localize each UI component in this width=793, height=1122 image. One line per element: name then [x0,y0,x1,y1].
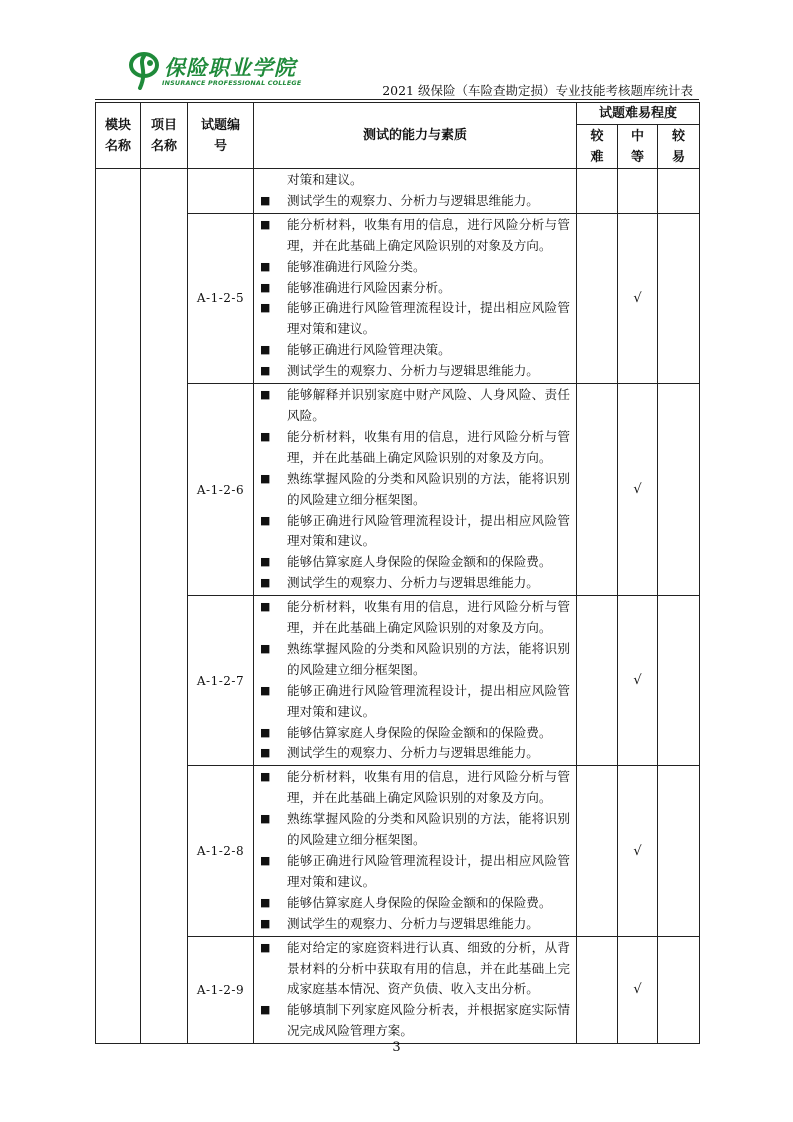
ability-item [260,469,570,511]
square-bullet-icon: ■ [260,301,271,315]
difficulty-mid-cell: √ [618,766,658,936]
ability-item [260,385,570,427]
difficulty-mid-cell [618,169,658,214]
ability-item-text: 能对给定的家庭资料进行认真、细致的分析，从背景材料的分析中获取有用的信息，并在此基础上完成家庭基本情况、资产负债、收入支出分析。 [287,939,570,997]
ability-item [260,1000,570,1042]
document-header-title: 2021 级保险（车险查勘定损）专业技能考核题库统计表 [382,83,693,98]
ability-list [254,169,576,213]
ability-item [260,851,570,893]
question-code-cell: A-1-2-7 [188,596,254,766]
header-rule [95,99,699,100]
ability-item [260,552,570,573]
square-bullet-icon: ■ [260,471,271,485]
logo-chinese-name: 保险职业学院 [164,55,296,80]
ability-item [260,298,570,340]
square-bullet-icon: ■ [260,513,271,527]
ability-item [260,170,570,191]
square-bullet-icon: ■ [260,259,271,273]
square-bullet-icon: ■ [260,280,271,294]
ability-item [260,639,570,681]
ability-item [260,723,570,744]
difficulty-hard-cell [577,384,618,596]
ability-item [260,257,570,278]
ability-item-text: 测试学生的观察力、分析力与逻辑思维能力。 [287,363,539,379]
ability-item [260,914,570,935]
page-number: 3 [392,1040,401,1055]
difficulty-easy-cell [658,596,700,766]
ability-list [254,766,576,935]
ability-list [254,384,576,595]
ability-item-text: 能够填制下列家庭风险分析表，并根据家庭实际情况完成风险管理方案。 [287,1002,570,1039]
square-bullet-icon: ■ [260,343,271,357]
square-bullet-icon: ■ [260,725,271,739]
ability-item [260,743,570,764]
ability-item [260,767,570,809]
square-bullet-icon: ■ [260,683,271,697]
ability-cell [254,384,577,596]
column-header-easy: 较 易 [658,125,700,169]
difficulty-hard-cell [577,766,618,936]
difficulty-easy-cell [658,213,700,383]
difficulty-easy-cell [658,169,700,214]
question-code-cell [188,169,254,214]
ability-item-text: 测试学生的观察力、分析力与逻辑思维能力。 [287,575,539,591]
square-bullet-icon: ■ [260,895,271,909]
ability-item-text: 能分析材料，收集有用的信息，进行风险分析与管理，并在此基础上确定风险识别的对象及方向。 [287,216,570,253]
ability-item [260,427,570,469]
column-header-ability: 测试的能力与素质 [254,103,577,169]
ability-item-text: 测试学生的观察力、分析力与逻辑思维能力。 [287,192,539,208]
column-header-code: 试题编 号 [188,103,254,169]
square-bullet-icon: ■ [260,641,271,655]
square-bullet-icon: ■ [260,746,271,760]
ability-item-text: 能够正确进行风险管理流程设计，提出相应风险管理对策和建议。 [287,300,570,337]
ability-item-text: 能分析材料，收集有用的信息，进行风险分析与管理，并在此基础上确定风险识别的对象及方向。 [287,769,570,806]
difficulty-easy-cell [658,936,700,1044]
ability-item [260,681,570,723]
ability-item [260,573,570,594]
ability-item-text: 测试学生的观察力、分析力与逻辑思维能力。 [287,915,539,931]
difficulty-hard-cell [577,936,618,1044]
ability-item-text: 能够估算家庭人身保险的保险金额和的保险费。 [287,554,552,570]
ability-item [260,511,570,553]
square-bullet-icon: ■ [260,916,271,930]
ability-item-text: 能分析材料，收集有用的信息，进行风险分析与管理，并在此基础上确定风险识别的对象及方向。 [287,599,570,636]
question-code-cell: A-1-2-5 [188,213,254,383]
difficulty-mid-cell: √ [618,213,658,383]
ability-item [260,597,570,639]
column-header-difficulty: 试题难易程度 [577,103,700,125]
ability-cell [254,213,577,383]
ability-item [260,809,570,851]
difficulty-mid-cell: √ [618,384,658,596]
ability-item-text: 能够正确进行风险管理流程设计，提出相应风险管理对策和建议。 [287,853,570,889]
column-header-item: 项目 名称 [141,103,188,169]
square-bullet-icon: ■ [260,555,271,569]
ability-list [254,937,576,1044]
square-bullet-icon: ■ [260,940,271,954]
square-bullet-icon: ■ [260,812,271,826]
question-bank-table [95,102,700,1044]
ability-item-text: 能够正确进行风险管理流程设计，提出相应风险管理对策和建议。 [287,512,570,549]
ability-item-text: 能够准确进行风险因素分析。 [287,279,451,295]
ability-cell [254,596,577,766]
column-header-medium: 中 等 [618,125,658,169]
ability-item-text: 能够正确进行风险管理流程设计，提出相应风险管理对策和建议。 [287,682,570,719]
square-bullet-icon: ■ [260,576,271,590]
square-bullet-icon: ■ [260,600,271,614]
ability-item [260,938,570,1001]
square-bullet-icon: ■ [260,770,271,784]
module-name-cell [96,169,141,1044]
question-code-cell: A-1-2-8 [188,766,254,936]
ability-item [260,340,570,361]
ability-item-text: 熟练掌握风险的分类和风险识别的方法，能将识别的风险建立细分框架图。 [287,811,570,848]
ability-item [260,893,570,914]
ability-item-text: 能够解释并识别家庭中财产风险、人身风险、责任风险。 [287,387,570,423]
logo-emblem-icon [128,50,162,90]
difficulty-hard-cell [577,169,618,214]
table-row [96,169,700,214]
square-bullet-icon: ■ [260,1003,271,1017]
ability-cell [254,936,577,1044]
difficulty-mid-cell: √ [618,936,658,1044]
ability-cell [254,169,577,214]
ability-item-text: 能分析材料，收集有用的信息，进行风险分析与管理，并在此基础上确定风险识别的对象及方向。 [287,428,570,465]
ability-item-text: 能够估算家庭人身保险的保险金额和的保险费。 [287,894,552,910]
question-code-cell: A-1-2-6 [188,384,254,596]
ability-item [260,361,570,382]
item-name-cell [141,169,188,1044]
ability-item-text: 测试学生的观察力、分析力与逻辑思维能力。 [287,745,539,761]
difficulty-hard-cell [577,213,618,383]
question-code-cell: A-1-2-9 [188,936,254,1044]
column-header-hard: 较 难 [577,125,618,169]
difficulty-hard-cell [577,596,618,766]
square-bullet-icon: ■ [260,388,271,402]
square-bullet-icon: ■ [260,364,271,378]
ability-item-text: 能够正确进行风险管理决策。 [287,342,451,358]
ability-item-text: 熟练掌握风险的分类和风险识别的方法，能将识别的风险建立细分框架图。 [287,640,570,677]
column-header-module: 模块 名称 [96,103,141,169]
ability-item [260,215,570,257]
ability-item [260,278,570,299]
difficulty-easy-cell [658,384,700,596]
difficulty-mid-cell: √ [618,596,658,766]
college-logo [128,50,302,94]
ability-item [260,191,570,212]
square-bullet-icon: ■ [260,429,271,443]
ability-item-text: 能够估算家庭人身保险的保险金额和的保险费。 [287,724,552,740]
square-bullet-icon: ■ [260,854,271,867]
ability-item-text: 能够准确进行风险分类。 [287,258,426,274]
square-bullet-icon: ■ [260,217,271,231]
ability-item-text: 熟练掌握风险的分类和风险识别的方法，能将识别的风险建立细分框架图。 [287,470,570,507]
ability-item-text: 对策和建议。 [287,172,363,187]
logo-english-name: INSURANCE PROFESSIONAL COLLEGE [162,79,302,87]
ability-cell [254,766,577,936]
ability-list [254,596,576,765]
ability-list [254,214,576,383]
difficulty-easy-cell [658,766,700,936]
square-bullet-icon: ■ [260,193,271,207]
